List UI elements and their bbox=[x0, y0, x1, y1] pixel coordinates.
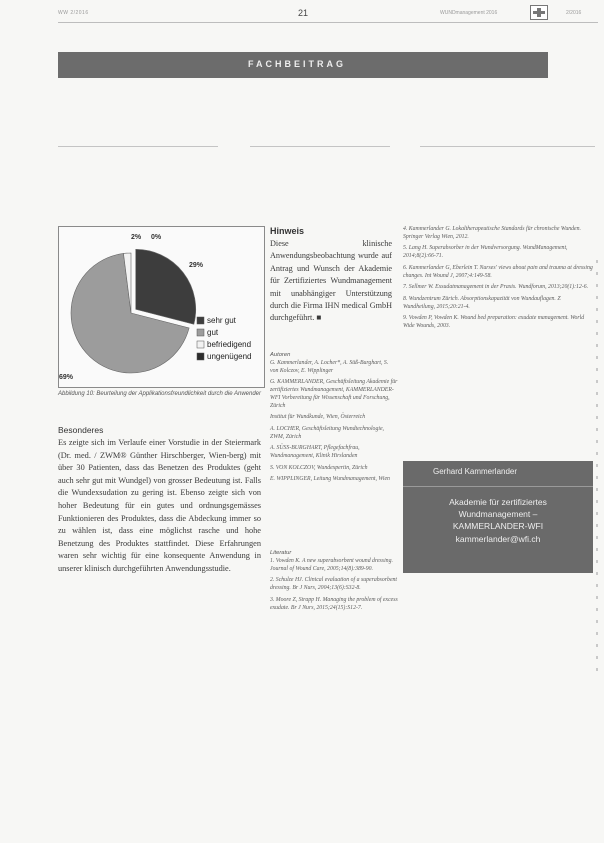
body-paragraph: Es zeigte sich im Verlaufe einer Vorstudie in der Steiermark (Dr. med. / ZWM® Günther Hirschberger, Wien-berg) mit über 30 Patienten, dass das Benetzen des Produktes (geht auch sehr gut mit Wundgel) von grosser Bedeutung ist. Falls die Wundexsudation zu gering ist. Ebenso zeigte sich von hoher Bedeutung für ein gutes und ordnungsgemässes Funktionieren des Produktes, dass die Abdeckung immer so zu wählen ist, dass eine möglichst rasche und hohe Benetzung des Produktes stattfindet. Diese Erfahrungen waren sehr wichtig für eine konsequente Anwendung in unserer klinisch durchgeführten Anwendungsstudie. bbox=[58, 438, 261, 573]
hinweis-paragraph: Diese klinische Anwendungsbeobachtung wurde auf Antrag und Wunsch der Akademie für Zertifiziertes Wundmanagement mit unabhängiger Unterstützung durch die Firma IHN medical GmbH durchgeführt. ■ bbox=[270, 239, 392, 323]
advert-line-1: Akademie für zertifiziertes bbox=[449, 497, 547, 507]
advert-name: Gerhard Kammerlander bbox=[433, 467, 518, 476]
author-item: A. SÜSS-BURGHART, Pflegefachfrau, Wundmanagement, Klinik Hirslanden bbox=[270, 445, 360, 460]
advert-line-2: Wundmanagement – bbox=[458, 509, 538, 519]
legend-swatch bbox=[197, 317, 204, 324]
section-heading: Besonderes bbox=[58, 425, 104, 435]
literature-heading: Literatur bbox=[270, 550, 292, 556]
pie-chart bbox=[58, 226, 265, 388]
advert-rule bbox=[403, 486, 593, 487]
legend-swatch bbox=[197, 341, 204, 348]
author-item: G. Kammerlander, A. Locher*, A. Süß-Burghart, S. von Kolczov, E. Wipplinger bbox=[270, 360, 389, 374]
advert-email[interactable]: kammerlander@wfi.ch bbox=[455, 534, 541, 544]
author-item: Institut für Wundkunde, Wien, Österreich bbox=[270, 414, 366, 421]
pie-svg bbox=[59, 227, 264, 387]
legend-swatch bbox=[197, 329, 204, 336]
authors-heading: Autoren bbox=[270, 352, 291, 358]
pie-data-label: 2% bbox=[131, 234, 142, 241]
pie-data-label: 0% bbox=[151, 234, 162, 241]
legend-label: sehr gut bbox=[207, 316, 236, 325]
literature-list bbox=[270, 558, 398, 612]
contact-advert bbox=[403, 461, 593, 573]
advert-line-3: KAMMERLANDER-WFI bbox=[452, 521, 544, 531]
journal-logo-icon bbox=[530, 5, 548, 20]
reference-item: 6. Kammerlander G, Eberlein T. Nurses' views about pain and trauma at dressing changes. Int Wound J, 2007;4:149-58. bbox=[403, 264, 593, 279]
literature-item: 2. Schulze HJ. Clinical evaluation of a superabsorbent dressing. Br J Nurs, 2004;13(6):S32-8. bbox=[270, 577, 398, 592]
literature-item: 1. Vowden K. A new superabsorbent wound dressing. Journal of Wound Care, 2005;14(8):389-90. bbox=[270, 558, 393, 572]
header-issue: WW 2/2016 bbox=[58, 10, 89, 16]
reference-item: 4. Kammerlander G. Lokaltherapeutische Standards für chronische Wunden. Springer Verlag Wien, 2012. bbox=[403, 226, 581, 240]
reference-item: 9. Vowden P, Vowden K. Wound bed preparation: exudate management. World Wide Wounds, 2003. bbox=[403, 315, 585, 330]
rule-left bbox=[58, 146, 218, 147]
rule-middle bbox=[250, 146, 390, 147]
reference-item: 8. Wundzentrum Zürich. Absorptionskapazität von Wundauflagen. Z Wundheilung, 2015;20:21-4. bbox=[403, 295, 561, 310]
header-year: 2/2016 bbox=[566, 10, 582, 16]
header-rule bbox=[58, 22, 598, 23]
legend-label: befriedigend bbox=[207, 340, 252, 349]
legend-label: gut bbox=[207, 328, 219, 337]
legend-swatch bbox=[197, 353, 204, 360]
rule-right bbox=[420, 146, 595, 147]
legend-label: ungenügend bbox=[207, 352, 252, 361]
literature-item: 3. Moore Z, Strapp H. Managing the problem of excess exudate. Br J Nurs, 2015;24(15):S12-7. bbox=[270, 596, 398, 611]
pie-data-label: 69% bbox=[59, 374, 74, 381]
hinweis-heading: Hinweis bbox=[270, 226, 305, 236]
reference-item: 7. Sellmer W. Exsudatmanagement in der Praxis. Wundforum, 2013;20(1):12-6. bbox=[403, 284, 589, 291]
figure-caption: Abbildung 10: Beurteilung der Applikationsfreundlichkeit durch die Anwender bbox=[58, 391, 262, 397]
references-block bbox=[403, 226, 593, 335]
page-number: 21 bbox=[298, 8, 309, 18]
header-journal: WUNDmanagement 2016 bbox=[440, 10, 498, 16]
author-item: A. LOCHER, Geschäftsleitung Wundtechnologie, ZWM, Zürich bbox=[270, 425, 384, 440]
authors-block bbox=[270, 352, 398, 488]
reference-item: 5. Lang H. Superabsorber in der Wundversorgung. WundManagement, 2014;8(2):66-71. bbox=[403, 245, 568, 260]
authors-list bbox=[270, 360, 398, 484]
author-item: G. KAMMERLANDER, Geschäftsleitung Akademie für zertifiziertes Wundmanagement, KAMMERLANDER-WFI Vorbereitung für Wissenschaft und Forschung, Zürich bbox=[270, 379, 398, 409]
section-banner bbox=[58, 52, 548, 78]
references-list bbox=[403, 226, 593, 331]
scan-margin bbox=[596, 260, 598, 680]
pie-data-label: 29% bbox=[189, 262, 204, 269]
author-item: S. VON KOLCZOV, Wundexpertin, Zürich bbox=[270, 464, 368, 471]
author-item: E. WIPPLINGER, Leitung Wundmanagement, Wien bbox=[270, 476, 390, 483]
literature-block bbox=[270, 550, 398, 616]
pie-slice-sehr-gut bbox=[136, 249, 196, 324]
banner-title: FACHBEITRAG bbox=[248, 59, 346, 69]
